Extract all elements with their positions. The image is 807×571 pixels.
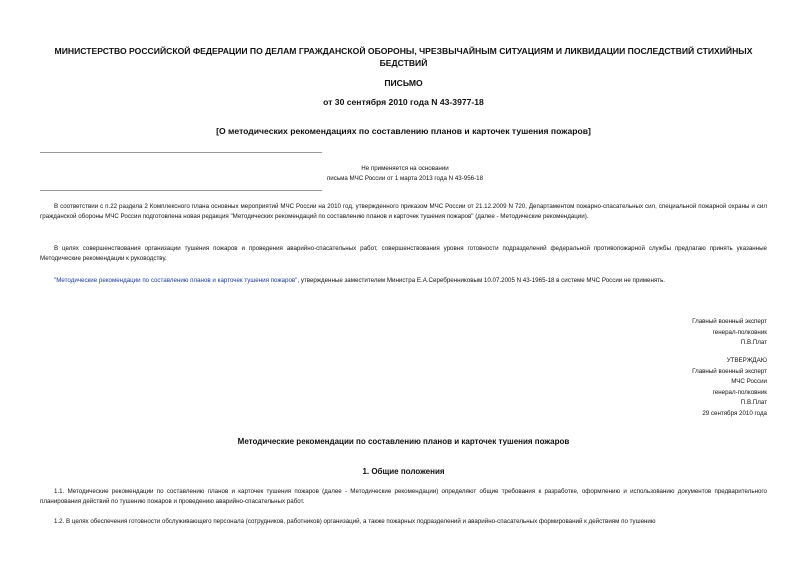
document-date-number: от 30 сентября 2010 года N 43-3977-18: [323, 97, 484, 107]
approval-label: УТВЕРЖДАЮ: [726, 357, 767, 364]
paragraph-2: [40, 244, 767, 264]
ministry-heading: МИНИСТЕРСТВО РОССИЙСКОЙ ФЕДЕРАЦИИ ПО ДЕЛАМ ГРАЖДАНСКОЙ ОБОРОНЫ, ЧРЕЗВЫЧАЙНЫМ СИТУАЦИЯМ И ЛИКВИДАЦИИ ПОСЛЕДСТВИЙ СТИХИЙНЫХ БЕДСТВИЙ: [54, 46, 753, 68]
paragraph-3: [40, 276, 767, 286]
divider-top: [40, 152, 322, 153]
approval-title2: генерал-полковник: [712, 388, 767, 396]
status-note-line2: письма МЧС России от 1 марта 2013 года N 43-956-18: [326, 175, 484, 182]
paragraph-1: [40, 202, 767, 222]
paragraph-2-text: В целях совершенствования организации тушения пожаров и проведения аварийно-спасательных работ, совершенствования уровня готовности подразделений федеральной противопожарной службы предлагаю принять указанные Методические рекомендации к руководству.: [40, 245, 767, 262]
paragraph-1-2: [40, 517, 767, 527]
document-subject: [О методических рекомендациях по составлению планов и карточек тушения пожаров]: [216, 126, 591, 136]
approval-org: МЧС России: [731, 378, 767, 385]
status-note: [300, 164, 510, 184]
status-note-line1: Не применяется на основании: [361, 165, 449, 172]
recommendations-title: Методические рекомендации по составлению планов и карточек тушения пожаров: [237, 437, 570, 446]
paragraph-1-2-text: 1.2. В целях обеспечения готовности обслуживающего персонала (сотрудников, работников) организаций, а также пожарных подразделений и аварийно-спасательных формирований к действиям по тушению: [54, 518, 656, 525]
approval-name: П.В.Плат: [740, 399, 767, 406]
divider-bottom: [40, 190, 322, 191]
recommendations-link[interactable]: "Методические рекомендации по составлению планов и карточек тушения пожаров": [54, 277, 298, 284]
paragraph-1-text: В соответствии с п.22 раздела 2 Комплексного плана основных мероприятий МЧС России на 2010 год, утвержденного приказом МЧС России от 21.12.2009 N 720, Департаментом пожарно-спасательных сил, специальной пожарной охраны и сил гражданской обороны МЧС России подготовлена новая редакция "Методических рекомендаций по составлению планов и карточек тушения пожаров" (далее - Методические рекомендации).: [40, 203, 767, 220]
approval-block: [607, 356, 767, 419]
signature-title1: Главный военный эксперт: [692, 318, 767, 325]
approval-date: 29 сентября 2010 года: [702, 409, 767, 417]
signature-title2: генерал-полковник: [712, 328, 767, 336]
signature-block: [607, 317, 767, 349]
section-heading: 1. Общие положения: [362, 467, 445, 476]
paragraph-1-1-text: 1.1. Методические рекомендации по составлению планов и карточек тушения пожаров (далее - Методические рекомендации) определяют общие требования к разработке, оформлению и использованию документов предварительного планирования действий по тушению пожаров и проведению аварийно-спасательных работ.: [40, 488, 767, 505]
paragraph-3-text: , утвержденные заместителем Министра Е.А.Серебренниковым 10.07.2005 N 43-1965-18 в системе МЧС России не применять.: [297, 277, 666, 284]
approval-title1: Главный военный эксперт: [692, 367, 767, 375]
paragraph-1-1: [40, 487, 767, 507]
signature-name: П.В.Плат: [740, 339, 767, 346]
document-type: ПИСЬМО: [384, 78, 423, 88]
